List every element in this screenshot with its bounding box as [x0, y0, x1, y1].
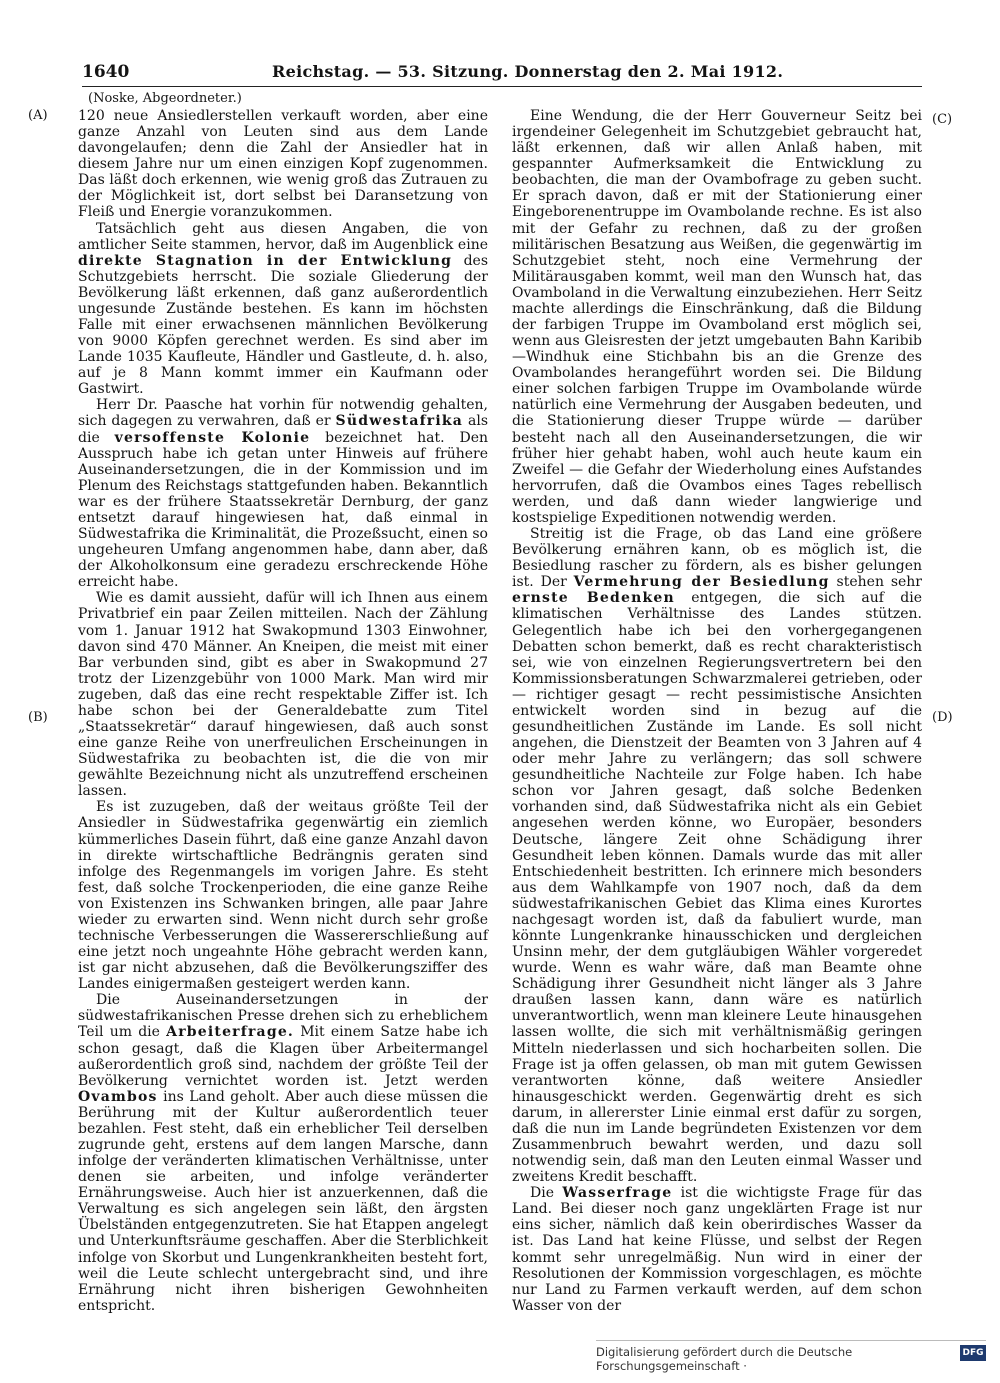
left-column: [78, 108, 488, 1314]
emphasis: ernste Bedenken: [512, 590, 675, 607]
emphasis: Südwestafrika: [335, 413, 464, 430]
dfg-logo: DFG: [960, 1345, 986, 1361]
paragraph: Die Auseinandersetzungen in der südwestafrikanischen Presse drehen sich zu erheblichem Teil um die Arbeiterfrage. Mit einem Satze habe ich schon gesagt, daß die Klagen über Arbeitermangel außerordentlich groß sind, nachdem der größte Teil der Bevölkerung vernichtet worden ist. Jetzt werden Ovambos ins Land geholt. Aber auch diese müssen die Berührung mit der Kultur außerordentlich teuer bezahlen. Fest steht, daß ein erheblicher Teil derselben zugrunde geht, erstens auf dem langen Marsche, dann infolge der veränderten klimatischen Verhältnisse, unter denen sie arbeiten, und infolge veränderter Ernährungsweise. Auch hier ist anzuerkennen, daß die Verwaltung es sich angelegen sein läßt, den ärgsten Übelständen entgegenzutreten. Sie hat Etappen angelegt und Unterkunftsräume geschaffen. Aber die Sterblichkeit infolge von Skorbut und Lungenkrankheiten besteht fort, weil die Leute schlecht untergebracht sind, und ihre Ernährung nicht ihren bisherigen Gewohnheiten entspricht.: [78, 992, 489, 1314]
paragraph: Die Wasserfrage ist die wichtigste Frage für das Land. Bei dieser noch ganz ungeklärten Frage ist nur eins sicher, nämlich daß kein oberirdisches Wasser da ist. Das Land hat keine Flüsse, und selbst der Regen kommt sehr unregelmäßig. Nun wird in einer der Resolutionen der Kommission vorgeschlagen, es möchte nur Land zu Farmen verkauft werden, auf dem schon Wasser von der: [512, 1185, 923, 1314]
emphasis: Ovambos: [78, 1088, 158, 1105]
page-header: [82, 62, 922, 84]
paragraph: Es ist zuzugeben, daß der weitaus größte Teil der Ansiedler in Südwestafrika gegenwärtig ein ziemlich kümmerliches Dasein führt, daß eine ganze Anzahl davon in direkte wirtschaftliche Bedrängnis geraten sind infolge des Regenmangels im vorigen Jahre. Es steht fest, daß solche Trockenperioden, die eine ganze Reihe von Existenzen ins Schwanken bringen, alle paar Jahre wieder zu erwarten sind. Wenn nicht durch sehr große technische Verbesserungen die Wassererschließung auf eine jetzt noch ungeahnte Höhe gebracht werden kann, ist gar nicht abzusehen, daß die Bevölkerungsziffer des Landes einigermaßen gesteigert werden kann.: [78, 799, 488, 993]
paragraph: Tatsächlich geht aus diesen Angaben, die von amtlicher Seite stammen, hervor, daß im Augenblick eine direkte Stagnation in der Entwicklung des Schutzgebiets herrscht. Die soziale Gliederung der Bevölkerung läßt erkennen, daß ganz außerordentlich ungesunde Zustände bestehen. Es kann im höchsten Falle mit einer erwachsenen männlichen Bevölkerung von 9000 Köpfen gerechnet werden. Es sind aber im Lande 1035 Kaufleute, Händler und Gastleute, d. h. also, auf je 8 Mann kommt immer ein Kaufmann oder Gastwirt.: [78, 220, 489, 398]
paragraph: Eine Wendung, die der Herr Gouverneur Seitz bei irgendeiner Gelegenheit im Schutzgebiet gebraucht hat, läßt erkennen, daß wir allen Anlaß haben, mit gespannter Aufmerksamkeit die Entwicklung zu beobachten, die man der Ovambofrage zu geben sucht. Er sprach davon, daß er mit der Stationierung einer Eingeborenentruppe im Ovambolande rechne. Es ist also mit der Gefahr zu rechnen, daß zu der großen militärischen Besatzung aus Weißen, die gegenwärtig im Schutzgebiet steht, noch eine Vermehrung der Militärausgaben kommt, weil man den Wunsch hat, das Ovamboland in die Verwaltung einzubeziehen. Herr Seitz machte allerdings die Einschränkung, daß die Bildung der farbigen Truppe im Ovamboland erst möglich sei, wenn aus Gleisresten der jetzt umgebauten Bahn Karibib—Windhuk eine Stichbahn bis an die Grenze des Ovambolandes herangeführt worden sei. Die Bildung einer solchen farbigen Truppe im Ovambolande würde natürlich eine Vermehrung der Ausgaben bedeuten, und die Stationierung dieser Truppe würde — darüber besteht nach all den Auseinandersetzungen, die wir früher hier gehabt haben, wohl auch heute kaum ein Zweifel — die Gefahr der Wiederholung eines Aufstandes hervorrufen, daß die Ovambos eines Tages rebellisch werden, und daß dann wieder langwierige und kostspielige Expeditionen notwendig werden.: [512, 108, 922, 526]
emphasis: versoffenste Kolonie: [114, 429, 311, 446]
footer-credit: Digitalisierung gefördert durch die Deutsche Forschungsgemeinschaft ·: [596, 1345, 853, 1373]
paragraph: Streitig ist die Frage, ob das Land eine größere Bevölkerung ernähren kann, ob es möglich ist, die Besiedlung rascher zu fördern, als es bisher gelungen ist. Der Vermehrung der Besiedlung stehen sehr ernste Bedenken entgegen, die sich auf die klimatischen Verhältnisse des Landes stützen. Gelegentlich habe ich bei den vorhergegangenen Debatten schon bemerkt, daß es recht charakteristisch sei, wie von einzelnen Regierungsvertretern bei den Kommissionsberatungen Schwarzmalerei getrieben, oder — richtiger gesagt — recht pessimistische Ansichten entwickelt worden sind in bezug auf die gesundheitlichen Zustände im Lande. Es soll nicht angehen, die Dienstzeit der Beamten von 3 Jahren auf 4 oder mehr Jahre zu verlängern; das soll schwere gesundheitliche Nachteile zur Folge haben. Ich habe schon vor Jahren gesagt, daß solche Bedenken vorhanden sind, daß Südwestafrika nicht als ein Gebiet angesehen werden könne, wo Europäer, besonders Deutsche, längere Zeit ohne Schädigung ihrer Gesundheit leben können. Damals wurde das mit aller Entschiedenheit bestritten. Ich erinnere mich besonders aus dem Wahlkampfe von 1907 noch, daß da dem südwestafrikanischen Gebiet das Klima eines Kurortes nachgesagt worden ist, daß da fabuliert wurde, man könnte Lungenkranke hinausschicken und dergleichen Unsinn mehr, der dem gutgläubigen Wähler vorgeredet wurde. Wenn es wahr wäre, daß man Beamte ohne Schädigung ihrer Gesundheit nicht länger als 3 Jahre draußen lassen kann, dann wäre es natürlich unverantwortlich, wenn man kleinere Leute hinausgehen lassen wollte, die sich mit verhältnismäßig geringen Mitteln niederlassen und sich hocharbeiten sollen. Die Frage ist ja offen gelassen, ob man mit gutem Gewissen verantworten könne, daß weitere Ansiedler hinausgeschickt werden. Gegenwärtig dreht es sich darum, in allererster Linie einmal erst dafür zu sorgen, daß die nun im Lande begründeten Existenzen vor dem Zusammenbruch bewahrt werden, und dazu soll notwendig sein, daß man den Leuten einmal Wasser und zweitens Kredit beschafft.: [512, 526, 922, 1186]
margin-marker-b: (B): [28, 710, 48, 725]
emphasis: Wasserfrage: [562, 1185, 673, 1202]
digitization-footer: [596, 1340, 986, 1373]
margin-marker-d: (D): [932, 710, 953, 725]
paragraph: Herr Dr. Paasche hat vorhin für notwendig gehalten, sich dagegen zu verwahren, daß er Südwestafrika als die versoffenste Kolonie bezeichnet hat. Den Ausspruch habe ich getan unter Hinweis auf frühere Auseinandersetzungen, die in der Kommission und im Plenum des Reichstags stattgefunden haben. Bekanntlich war es der frühere Staatssekretär Dernburg, der ganz entsetzt darauf hingewiesen hat, daß einmal in Südwestafrika die Kriminalität, die Prozeßsucht, einen so ungeheuren Umfang angenommen habe, dann aber, daß der Alkoholkonsum eine geradezu erschreckende Höhe erreicht habe.: [78, 397, 489, 591]
right-column: [512, 108, 922, 1314]
header-rule: [82, 86, 922, 87]
emphasis: Arbeiterfrage.: [166, 1024, 294, 1041]
page-number: 1640: [82, 62, 130, 82]
speaker-note: (Noske, Abgeordneter.): [88, 91, 242, 106]
paragraph: 120 neue Ansiedlerstellen verkauft worden, aber eine ganze Anzahl von Leuten sind aus dem Lande davongelaufen; denn die Zahl der Ansiedler hat in diesem Jahre nur um einen einzigen Kopf zugenommen. Das läßt doch erkennen, wie wenig groß das Zutrauen zu der Möglichkeit ist, dort selbst bei Daransetzung von Fleiß und Energie voranzukommen.: [78, 108, 488, 221]
paragraph: Wie es damit aussieht, dafür will ich Ihnen aus einem Privatbrief ein paar Zeilen mitteilen. Nach der Zählung vom 1. Januar 1912 hat Swakopmund 1303 Einwohner, davon sind 470 Männer. An Kneipen, die meist mit einer Bar verbunden sind, gibt es aber in Swakopmund 27 trotz der Lizenzgebühr von 1000 Mark. Man wird mir zugeben, daß das eine recht respektable Ziffer ist. Ich habe schon bei der Generaldebatte zum Titel „Staatssekretär“ darauf hingewiesen, daß auch sonst eine ganze Reihe von unerfreulichen Erscheinungen in Südwestafrika zu beobachten ist, die die von mir gewählte Bezeichnung nicht als unzutreffend erscheinen lassen.: [78, 590, 488, 800]
margin-marker-c: (C): [932, 112, 953, 127]
emphasis: Vermehrung der Besiedlung: [573, 574, 830, 591]
emphasis: direkte Stagnation in der Entwicklung: [78, 252, 453, 269]
margin-marker-a: (A): [28, 108, 48, 123]
running-head: Reichstag. — 53. Sitzung. Donnerstag den 2. Mai 1912.: [272, 62, 784, 81]
